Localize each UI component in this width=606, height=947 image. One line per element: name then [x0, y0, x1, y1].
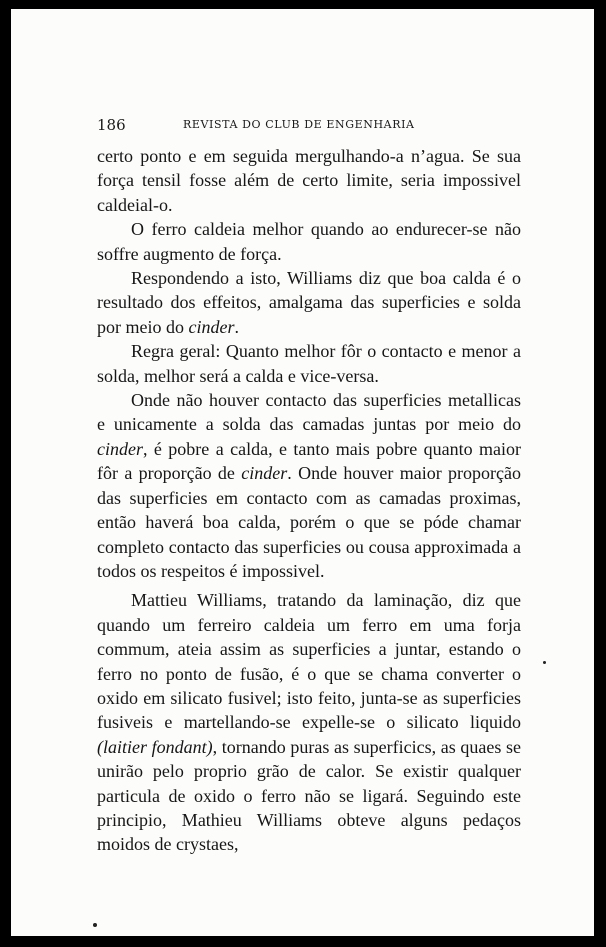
paragraph	[97, 588, 521, 856]
paragraph	[97, 144, 521, 217]
italic-term: cinder	[97, 438, 143, 459]
book-page	[11, 9, 594, 936]
text-run: , é pobre a calda, e tanto mais pobre quanto maior fôr a proporção de	[97, 438, 521, 484]
text-run: Respondendo a isto, Williams diz que boa calda é o resultado dos effeitos, amalgama das superficies e solda por meio do	[97, 268, 521, 337]
text-run: Regra geral: Quanto melhor fôr o contacto e menor a solda, melhor será a calda e vice-versa.	[97, 341, 521, 386]
paragraph	[97, 339, 521, 388]
text-run: , tornando puras as superficics, as quaes se unirão pelo proprio grão de calor. Se existir qualquer particula de oxido o ferro não se ligará. Seguindo este principio, Mathieu Williams obteve alguns pedaços moidos de crystaes,	[97, 736, 521, 855]
text-run: .	[234, 316, 239, 337]
page-header	[97, 116, 521, 136]
page-speck	[93, 923, 97, 927]
text-run: . Onde houver maior proporção das superficies em contacto com as camadas proximas, então haverá boa calda, porém o que se póde chamar completo contacto das superficies ou cousa approximada a todos os respeitos é impossivel.	[97, 463, 521, 581]
paragraph	[97, 266, 521, 339]
text-run: Mattieu Williams, tratando da laminação, diz que quando um ferreiro caldeia um ferro em uma forja commum, ateia assim as superficies a juntar, estando o ferro no ponto de fusão, é o que se chama converter o oxido em silicato fusivel; isto feito, junta-se as superficies fusiveis e martellando-se expelle-se o silicato liquido	[97, 590, 521, 733]
text-run: O ferro caldeia melhor quando ao endurecer-se não soffre augmento de força.	[97, 219, 521, 264]
text-run: Onde não houver contacto das superficies metallicas e unicamente a solda das camadas juntas por meio do	[97, 390, 521, 435]
body-text	[97, 144, 521, 857]
page-number: 186	[97, 116, 126, 134]
paragraph	[97, 388, 521, 583]
running-head: REVISTA DO CLUB DE ENGENHARIA	[183, 118, 415, 131]
italic-term: cinder	[241, 463, 288, 484]
page-speck	[543, 661, 546, 664]
paragraph	[97, 217, 521, 266]
text-run: certo ponto e em seguida mergulhando-a n’agua. Se sua força tensil fosse além de certo limite, seria impossivel caldeial-o.	[97, 146, 521, 215]
italic-term: (laitier fondant)	[97, 736, 213, 757]
italic-term: cinder	[188, 316, 235, 337]
